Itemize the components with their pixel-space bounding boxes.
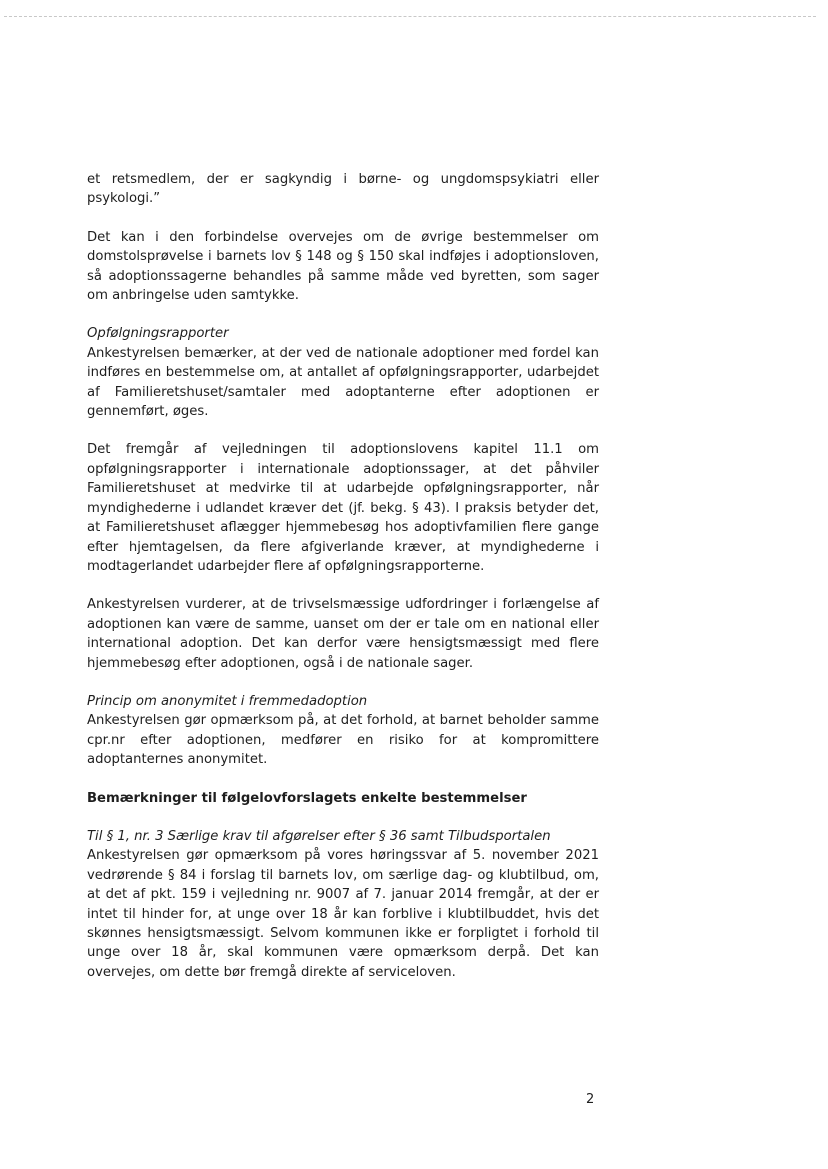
page-number: 2	[586, 1092, 595, 1107]
top-divider	[4, 16, 816, 17]
heading-bemaerkninger: Bemærkninger til følgelovforslagets enkelte bestemmelser	[87, 790, 527, 806]
section-title-paragraf-1: Til § 1, nr. 3 Særlige krav til afgørelser efter § 36 samt Tilbudsportalen	[87, 828, 551, 844]
paragraph-domstolsproevelse: Det kan i den forbindelse overvejes om de øvrige bestemmelser om domstolsprøvelse i barnets lov § 148 og § 150 skal indføjes i adoptionsloven, så adoptionssagerne behandles på samme måde ved byretten, som sager om anbringelse uden samtykke.	[87, 229, 599, 304]
section-title-anonymitet: Princip om anonymitet i fremmedadoption	[87, 693, 368, 709]
document-body	[87, 170, 599, 982]
section-title-opfoelgningsrapporter: Opfølgningsrapporter	[87, 326, 229, 342]
paragraph-opfoelgning-3: Ankestyrelsen vurderer, at de trivselsmæssige udfordringer i forlængelse af adoptionen kan være de samme, uanset om der er tale om en national eller international adoption. Det kan derfor være hensigtsmæssigt med flere hjemmebesøg efter adoptionen, også i de nationale sager.	[87, 597, 599, 671]
paragraph-opfoelgning-1: Ankestyrelsen bemærker, at der ved de nationale adoptioner med fordel kan indføres en bestemmelse om, at antallet af opfølgningsrapporter, udarbejdet af Familieretshuset/samtaler med adoptanterne efter adoptionen er gennemført, øges.	[87, 345, 599, 420]
paragraph-opfoelgning-2: Det fremgår af vejledningen til adoptionslovens kapitel 11.1 om opfølgningsrapporter i internationale adoptionssager, at det påhviler Familieretshuset at medvirke til at udarbejde opfølgningsrapporter, når myndighederne i udlandet kræver det (jf. bekg. § 43). I praksis betyder det, at Familieretshuset aflægger hjemmebesøg hos adoptivfamilien flere gange efter hjemtagelsen, da flere afgiverlande kræver, at myndighederne i modtagerlandet udarbejder flere af opfølgningsrapporterne.	[87, 442, 599, 574]
paragraph-anonymitet: Ankestyrelsen gør opmærksom på, at det forhold, at barnet beholder samme cpr.nr efter adoptionen, medfører en risiko for at kompromittere adoptanternes anonymitet.	[87, 713, 599, 768]
paragraph-klubtilbud: Ankestyrelsen gør opmærksom på vores høringssvar af 5. november 2021 vedrørende § 84 i forslag til barnets lov, om særlige dag- og klubtilbud, om, at det af pkt. 159 i vejledning nr. 9007 af 7. januar 2014 fremgår, at der er intet til hinder for, at unge over 18 år kan forblive i klubtilbuddet, hvis det skønnes hensigtsmæssigt. Selvom kommunen ikke er forpligtet i forhold til unge over 18 år, skal kommunen være opmærksom derpå. Det kan overvejes, om dette bør fremgå direkte af serviceloven.	[87, 848, 599, 980]
paragraph-quote-end: et retsmedlem, der er sagkyndig i børne- og ungdomspsykiatri eller psykologi.”	[87, 172, 599, 207]
